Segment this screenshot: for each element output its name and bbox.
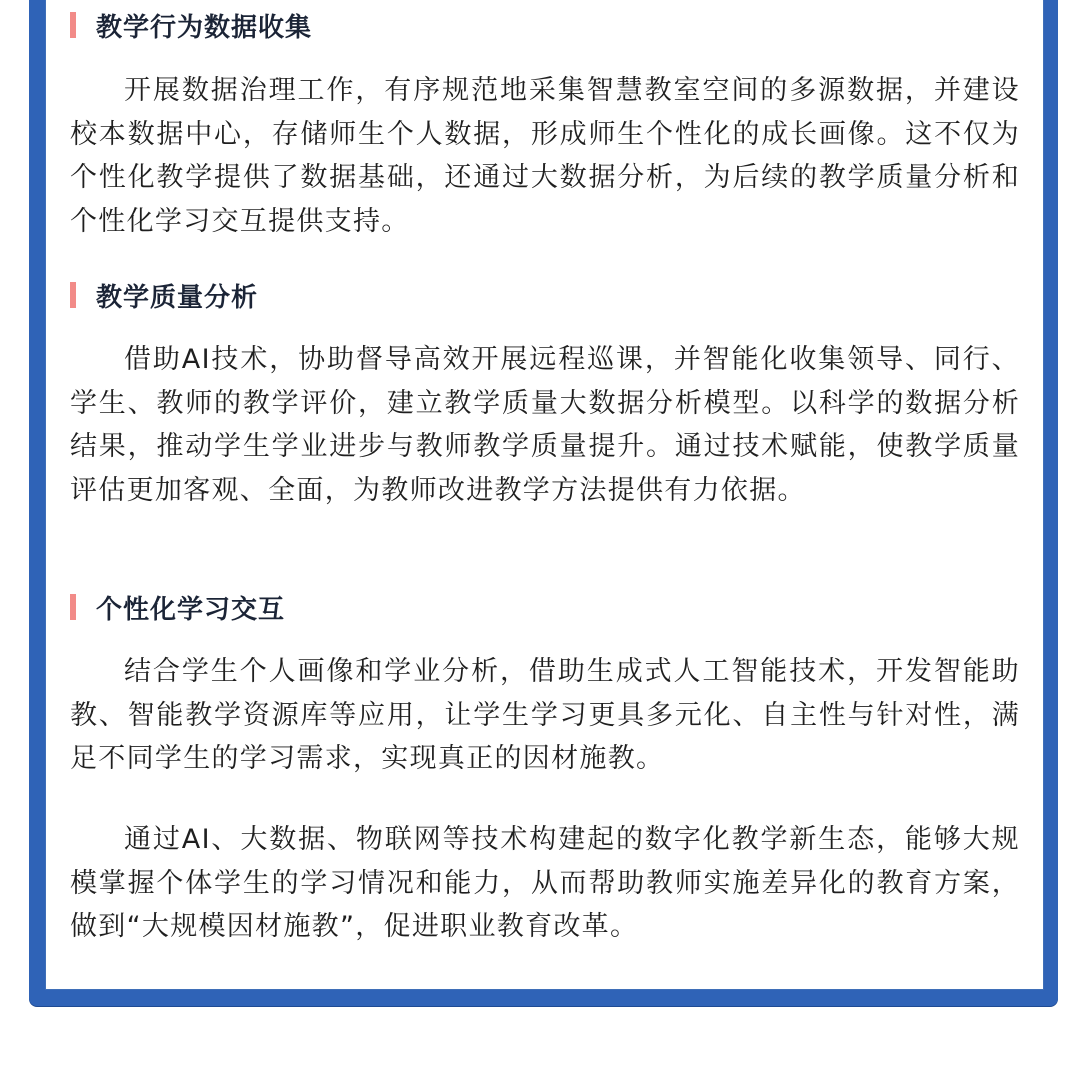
section-title: 教学质量分析 (96, 282, 259, 313)
section-paragraph: 开展数据治理工作，有序规范地采集智慧教室空间的多源数据，并建设校本数据中心，存储师生个人数据，形成师生个性化的成长画像。这不仅为个性化教学提供了数据基础，还通过大数据分析，为后续的教学质量分析和个性化学习交互提供支持。 (70, 75, 1020, 237)
heading-accent-bar (70, 12, 76, 38)
section-heading (70, 590, 1020, 624)
section-heading (70, 8, 1020, 42)
section-personalized-learning (70, 590, 1020, 781)
section-title: 个性化学习交互 (96, 594, 286, 625)
section-heading (70, 278, 1020, 312)
closing-section (70, 818, 1020, 949)
section-paragraph: 借助AI技术，协助督导高效开展远程巡课，并智能化收集领导、同行、学生、教师的教学评价，建立教学质量大数据分析模型。以科学的数据分析结果，推动学生学业进步与教师教学质量提升。通过技术赋能，使教学质量评估更加客观、全面，为教师改进教学方法提供有力依据。 (70, 344, 1020, 506)
section-title: 教学行为数据收集 (96, 12, 313, 43)
section-paragraph: 结合学生个人画像和学业分析，借助生成式人工智能技术，开发智能助教、智能教学资源库等应用，让学生学习更具多元化、自主性与针对性，满足不同学生的学习需求，实现真正的因材施教。 (70, 656, 1020, 774)
heading-accent-bar (70, 282, 76, 308)
heading-accent-bar (70, 594, 76, 620)
section-quality-analysis (70, 278, 1020, 512)
closing-paragraph: 通过AI、大数据、物联网等技术构建起的数字化教学新生态，能够大规模掌握个体学生的学习情况和能力，从而帮助教师实施差异化的教育方案，做到“大规模因材施教”，促进职业教育改革。 (70, 824, 1020, 942)
section-data-collection (70, 8, 1020, 243)
